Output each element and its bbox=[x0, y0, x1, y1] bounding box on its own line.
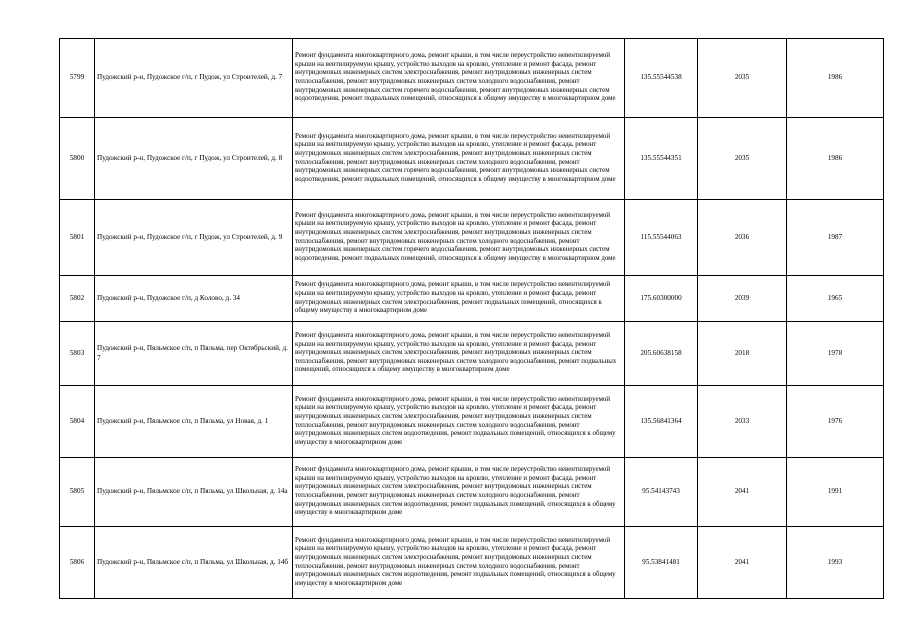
address-cell: Пудожский р-н, Пяльмское с/п, п Пяльма, ул Школьная, д. 14б bbox=[95, 527, 293, 599]
cost-cell: 95.54143743 bbox=[625, 458, 698, 527]
row-number-cell: 5805 bbox=[60, 458, 95, 527]
built-year-cell: 1978 bbox=[787, 322, 884, 386]
row-number-cell: 5800 bbox=[60, 118, 95, 200]
address-cell: Пудожский р-н, Пяльмское с/п, п Пяльма, ул Школьная, д. 14а bbox=[95, 458, 293, 527]
table-row bbox=[60, 118, 884, 200]
built-year-cell: 1965 bbox=[787, 276, 884, 322]
planned-year-cell: 2033 bbox=[698, 386, 787, 458]
table-row bbox=[60, 276, 884, 322]
works-cell: Ремонт фундамента многоквартирного дома, ремонт крыши, в том числе переустройство невентилируемой крыши на вентилируемую крышу, устройство выходов на кровлю, утепление и ремонт фасада, ремонт внутридомовых инженерных систем электроснабжения, ремонт подвальных помещений, относящихся к общему имуществу в многоквартирном доме bbox=[293, 276, 625, 322]
planned-year-cell: 2018 bbox=[698, 322, 787, 386]
row-number-cell: 5802 bbox=[60, 276, 95, 322]
cost-cell: 95.53841481 bbox=[625, 527, 698, 599]
cost-cell: 135.55544538 bbox=[625, 39, 698, 118]
address-cell: Пудожский р-н, Пяльмское с/п, п Пяльма, пер Октябрьский, д. 7 bbox=[95, 322, 293, 386]
table-row bbox=[60, 527, 884, 599]
works-cell: Ремонт фундамента многоквартирного дома, ремонт крыши, в том числе переустройство невентилируемой крыши на вентилируемую крышу, устройство выходов на кровлю, утепление и ремонт фасада, ремонт внутридомовых инженерных систем электроснабжения, ремонт внутридомовых инженерных систем теплоснабжения, ремонт внутридомовых инженерных систем холодного водоснабжения, ремонт внутридомовых инженерных систем водоотведения, ремонт подвальных помещений, относящихся к общему имуществу в многоквартирном доме bbox=[293, 527, 625, 599]
cost-cell: 175.60300000 bbox=[625, 276, 698, 322]
address-cell: Пудожский р-н, Пудожское г/п, г Пудож, ул Строителей, д. 9 bbox=[95, 200, 293, 276]
built-year-cell: 1986 bbox=[787, 39, 884, 118]
works-cell: Ремонт фундамента многоквартирного дома, ремонт крыши, в том числе переустройство невентилируемой крыши на вентилируемую крышу, устройство выходов на кровлю, утепление и ремонт фасада, ремонт внутридомовых инженерных систем электроснабжения, ремонт внутридомовых инженерных систем теплоснабжения, ремонт внутридомовых инженерных систем холодного водоснабжения, ремонт внутридомовых инженерных систем горячего водоснабжения, ремонт внутридомовых инженерных систем водоотведения, ремонт подвальных помещений, относящихся к общему имуществу в многоквартирном доме bbox=[293, 39, 625, 118]
works-cell: Ремонт фундамента многоквартирного дома, ремонт крыши, в том числе переустройство невентилируемой крыши на вентилируемую крышу, устройство выходов на кровлю, утепление и ремонт фасада, ремонт внутридомовых инженерных систем электроснабжения, ремонт внутридомовых инженерных систем теплоснабжения, ремонт внутридомовых инженерных систем холодного водоснабжения, ремонт подвальных помещений, относящихся к общему имуществу в многоквартирном доме bbox=[293, 322, 625, 386]
planned-year-cell: 2035 bbox=[698, 39, 787, 118]
cost-cell: 135.56841364 bbox=[625, 386, 698, 458]
row-number-cell: 5801 bbox=[60, 200, 95, 276]
planned-year-cell: 2039 bbox=[698, 276, 787, 322]
planned-year-cell: 2036 bbox=[698, 200, 787, 276]
table-row bbox=[60, 39, 884, 118]
planned-year-cell: 2041 bbox=[698, 458, 787, 527]
works-cell: Ремонт фундамента многоквартирного дома, ремонт крыши, в том числе переустройство невентилируемой крыши на вентилируемую крышу, устройство выходов на кровлю, утепление и ремонт фасада, ремонт внутридомовых инженерных систем электроснабжения, ремонт внутридомовых инженерных систем теплоснабжения, ремонт внутридомовых инженерных систем холодного водоснабжения, ремонт внутридомовых инженерных систем водоотведения, ремонт подвальных помещений, относящихся к общему имуществу в многоквартирном доме bbox=[293, 458, 625, 527]
address-cell: Пудожский р-н, Пудожское г/п, г Пудож, ул Строителей, д. 8 bbox=[95, 118, 293, 200]
table-row bbox=[60, 200, 884, 276]
cost-cell: 205.60638158 bbox=[625, 322, 698, 386]
row-number-cell: 5804 bbox=[60, 386, 95, 458]
built-year-cell: 1987 bbox=[787, 200, 884, 276]
address-cell: Пудожский р-н, Пудожское г/п, г Пудож, ул Строителей, д. 7 bbox=[95, 39, 293, 118]
planned-year-cell: 2035 bbox=[698, 118, 787, 200]
row-number-cell: 5803 bbox=[60, 322, 95, 386]
table-row bbox=[60, 322, 884, 386]
row-number-cell: 5806 bbox=[60, 527, 95, 599]
row-number-cell: 5799 bbox=[60, 39, 95, 118]
built-year-cell: 1986 bbox=[787, 118, 884, 200]
planned-year-cell: 2041 bbox=[698, 527, 787, 599]
works-cell: Ремонт фундамента многоквартирного дома, ремонт крыши, в том числе переустройство невентилируемой крыши на вентилируемую крышу, устройство выходов на кровлю, утепление и ремонт фасада, ремонт внутридомовых инженерных систем электроснабжения, ремонт внутридомовых инженерных систем теплоснабжения, ремонт внутридомовых инженерных систем холодного водоснабжения, ремонт внутридомовых инженерных систем горячего водоснабжения, ремонт внутридомовых инженерных систем водоотведения, ремонт подвальных помещений, относящихся к общему имуществу в многоквартирном доме bbox=[293, 200, 625, 276]
registry-table bbox=[59, 38, 884, 599]
cost-cell: 115.55544063 bbox=[625, 200, 698, 276]
built-year-cell: 1991 bbox=[787, 458, 884, 527]
table-row bbox=[60, 458, 884, 527]
built-year-cell: 1976 bbox=[787, 386, 884, 458]
built-year-cell: 1993 bbox=[787, 527, 884, 599]
cost-cell: 135.55544351 bbox=[625, 118, 698, 200]
works-cell: Ремонт фундамента многоквартирного дома, ремонт крыши, в том числе переустройство невентилируемой крыши на вентилируемую крышу, устройство выходов на кровлю, утепление и ремонт фасада, ремонт внутридомовых инженерных систем электроснабжения, ремонт внутридомовых инженерных систем теплоснабжения, ремонт внутридомовых инженерных систем холодного водоснабжения, ремонт внутридомовых инженерных систем горячего водоснабжения, ремонт внутридомовых инженерных систем водоотведения, ремонт подвальных помещений, относящихся к общему имуществу в многоквартирном доме bbox=[293, 118, 625, 200]
address-cell: Пудожский р-н, Пяльмское с/п, п Пяльма, ул Новая, д. 1 bbox=[95, 386, 293, 458]
works-cell: Ремонт фундамента многоквартирного дома, ремонт крыши, в том числе переустройство невентилируемой крыши на вентилируемую крышу, устройство выходов на кровлю, утепление и ремонт фасада, ремонт внутридомовых инженерных систем электроснабжения, ремонт внутридомовых инженерных систем теплоснабжения, ремонт внутридомовых инженерных систем холодного водоснабжения, ремонт внутридомовых инженерных систем водоотведения, ремонт подвальных помещений, относящихся к общему имуществу в многоквартирном доме bbox=[293, 386, 625, 458]
address-cell: Пудожский р-н, Пудожское г/п, д Колово, д. 34 bbox=[95, 276, 293, 322]
registry-table-body bbox=[60, 39, 884, 599]
table-row bbox=[60, 386, 884, 458]
